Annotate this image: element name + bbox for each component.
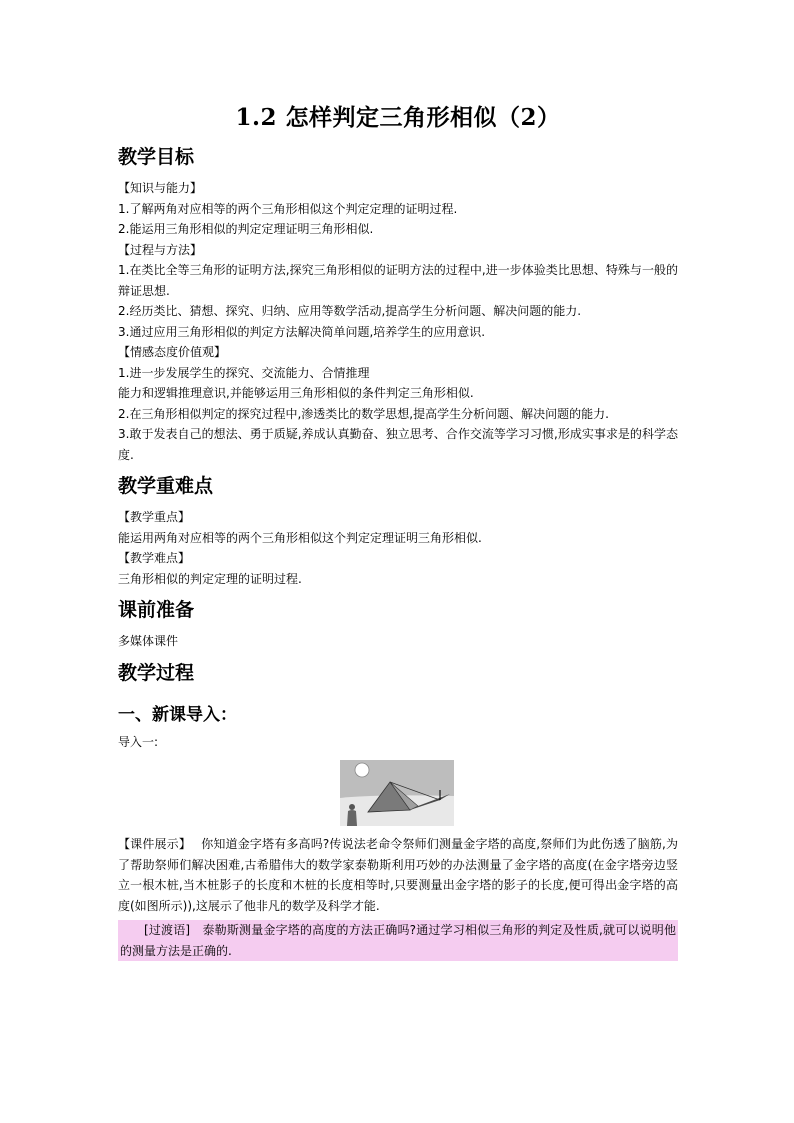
- objectives-heading: 教学目标: [118, 146, 195, 168]
- document-page: [118, 98, 678, 961]
- attitude-item-1b: 能力和逻辑推理意识,并能够运用三角形相似的条件判定三角形相似.: [118, 386, 474, 400]
- process-item-1: 1.在类比全等三角形的证明方法,探究三角形相似的证明方法的过程中,进一步体验类比思想、特殊与一般的辩证思想.: [118, 263, 678, 298]
- attitude-item-2: 2.在三角形相似判定的探究过程中,渗透类比的数学思想,提高学生分析问题、解决问题的能力.: [118, 406, 609, 421]
- page-title: 1.2 怎样判定三角形相似（2）: [235, 104, 561, 131]
- knowledge-label: 【知识与能力】: [118, 181, 203, 195]
- process-label: 【过程与方法】: [118, 242, 203, 257]
- process-heading: 教学过程: [118, 661, 195, 684]
- sun-icon: [355, 763, 369, 777]
- focus-text: 能运用两角对应相等的两个三角形相似这个判定定理证明三角形相似.: [118, 530, 482, 545]
- process-item-2: 2.经历类比、猜想、探究、归纳、应用等数学活动,提高学生分析问题、解决问题的能力.: [118, 304, 582, 318]
- section-new-lesson-intro: 一、新课导入：: [118, 704, 237, 725]
- knowledge-item-1: 1.了解两角对应相等的两个三角形相似这个判定定理的证明过程.: [118, 201, 458, 216]
- transition-label: [过渡语]: [144, 923, 191, 937]
- transition-text: 泰勒斯测量金字塔的高度的方法正确吗?通过学习相似三角形的判定及性质,就可以说明他的测量方法是正确的.: [120, 923, 676, 958]
- knowledge-item-2: 2.能运用三角形相似的判定定理证明三角形相似.: [118, 222, 374, 236]
- attitude-item-3: 3.敢于发表自己的想法、勇于质疑,养成认真勤奋、独立思考、合作交流等学习习惯,形成实事求是的科学态度.: [118, 427, 678, 462]
- pyramid-shadow-illustration: [340, 760, 454, 826]
- intro-label: 导入一:: [118, 734, 159, 749]
- courseware-text: 你知道金字塔有多高吗?传说法老命令祭师们测量金字塔的高度,祭师们为此伤透了脑筋,为了帮助祭师们解决困难,古希腊伟大的数学家泰勒斯利用巧妙的办法测量了金字塔的高度(在金字塔旁边竖立一根木桩,当木桩影子的长度和木桩的长度相等时,只要测量出金字塔的影子的长度,便可得出金字塔的高度(如图所示)),这展示了他非凡的数学及科学才能.: [118, 837, 678, 913]
- process-item-3: 3.通过应用三角形相似的判定方法解决简单问题,培养学生的应用意识.: [118, 324, 486, 339]
- attitude-item-1: 1.进一步发展学生的探究、交流能力、合情推理: [118, 365, 370, 380]
- transition-paragraph: [118, 920, 678, 961]
- preparation-text: 多媒体课件: [118, 634, 179, 648]
- focus-label: 【教学重点】: [118, 510, 191, 524]
- courseware-label: 【课件展示】: [118, 837, 186, 851]
- key-points-heading: 教学重难点: [118, 475, 214, 497]
- attitude-label: 【情感态度价值观】: [118, 345, 227, 359]
- difficulty-label: 【教学难点】: [118, 551, 191, 565]
- difficulty-text: 三角形相似的判定定理的证明过程.: [118, 571, 302, 586]
- preparation-heading: 课前准备: [118, 599, 195, 621]
- courseware-paragraph: [118, 834, 678, 916]
